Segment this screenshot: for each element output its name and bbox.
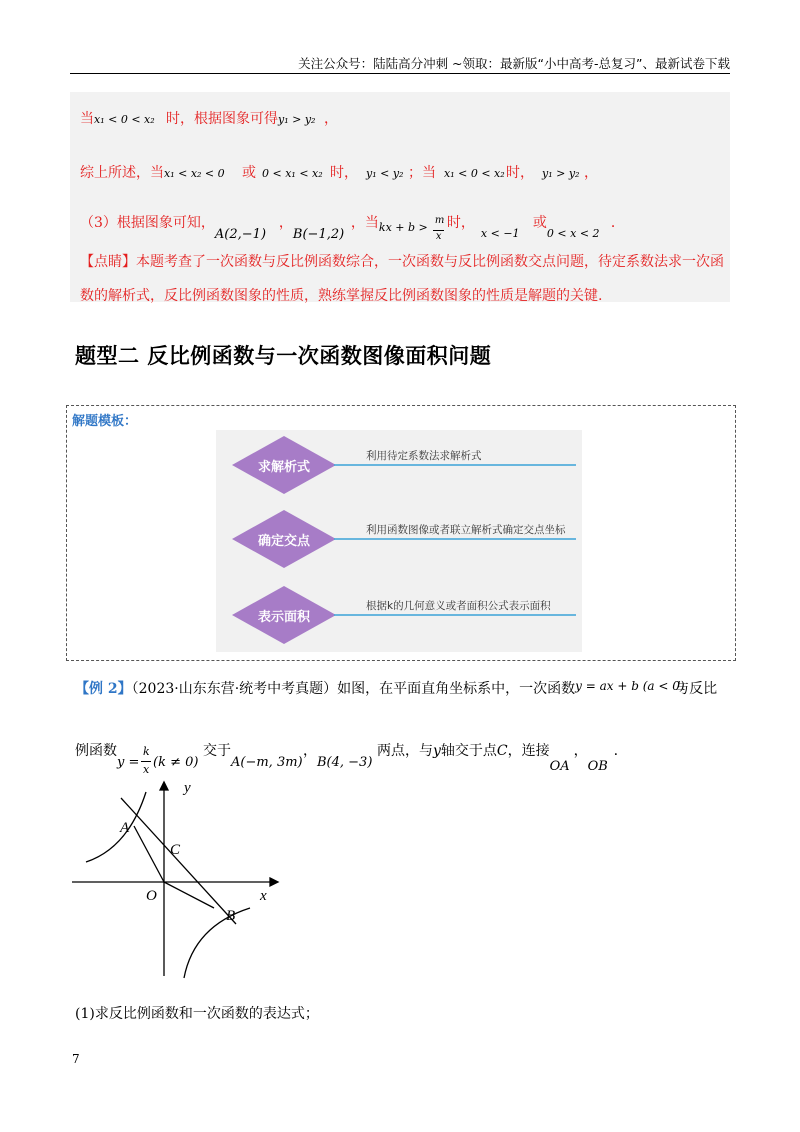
text: 或	[242, 165, 256, 181]
segment-OA	[134, 826, 164, 882]
fraction-numerator: m	[434, 215, 445, 226]
flow-step-title: 确定交点	[257, 534, 310, 549]
page-number: 7	[72, 1052, 80, 1066]
comment-tag: 【点睛】	[80, 254, 136, 270]
comment-line-1	[80, 251, 724, 271]
flow-step	[216, 508, 582, 570]
math-expr: (k ≠ 0)	[153, 755, 199, 770]
flow-step-desc: 根据k的几何意义或者面积公式表示面积	[366, 600, 551, 612]
fraction-numerator: k	[143, 745, 150, 758]
coordinate-figure	[66, 776, 286, 982]
math-expr: x₁ < 0 < x₂	[94, 113, 155, 126]
text: 例函数	[75, 743, 117, 759]
text: 时，	[446, 215, 475, 231]
math-expr: C	[496, 743, 508, 759]
math-expr: x₁ < 0 < x₂	[444, 167, 505, 180]
example-line-1	[75, 678, 717, 698]
page-header: 关注公众号：陆陆高分冲刺 ~领取：最新版“小中高考-总复习”、最新试卷下载	[298, 56, 730, 71]
header-rule	[70, 73, 730, 74]
analysis-line-3	[80, 212, 625, 242]
flow-card	[216, 430, 582, 652]
comment-text: 本题考查了一次函数与反比例函数综合，一次函数与反比例函数交点问题，待定系数法求一次函	[136, 254, 724, 270]
math-expr: y₁ > y₂	[278, 113, 316, 126]
text: 时，根据图象可得	[166, 111, 278, 127]
text: ；当	[408, 165, 436, 181]
fraction-denominator: x	[435, 231, 442, 242]
figure-label-C: C	[170, 842, 181, 858]
text: ，	[324, 111, 338, 127]
text: （3）根据图象可知，	[80, 215, 215, 231]
text: 综上所述，当	[80, 165, 164, 181]
math-expr: x < −1	[480, 227, 520, 240]
figure-label-B: B	[226, 908, 236, 924]
text: ，	[573, 743, 588, 759]
example-tag: 【例 2】	[75, 681, 132, 697]
text: 或	[532, 215, 547, 231]
question-1: (1)求反比例函数和一次函数的表达式；	[75, 1006, 319, 1022]
math-expr: kx + b >	[378, 221, 428, 234]
flow-step	[216, 434, 582, 496]
text: 当	[80, 111, 94, 127]
math-expr: B(−1,2)	[292, 227, 345, 242]
flow-step-desc: 利用函数图像或者联立解析式确定交点坐标	[366, 524, 566, 536]
flow-step-desc: 利用待定系数法求解析式	[366, 450, 482, 462]
comment-line-2	[80, 285, 602, 305]
text: ，	[584, 165, 598, 181]
text: ，	[303, 743, 317, 759]
hyperbola-branch-upper	[86, 792, 146, 862]
fraction-bar	[141, 761, 151, 762]
analysis-line-1	[80, 108, 338, 128]
text: 两点，与	[377, 743, 433, 759]
example-source: （2023·山东东营·统考中考真题）如图，在平面直角坐标系中，一次函数	[131, 681, 576, 697]
figure-label-x: x	[260, 888, 267, 904]
flow-step	[216, 584, 582, 646]
flow-step-title: 表示面积	[257, 610, 310, 625]
text: ．	[610, 215, 625, 231]
comment-text: 数的解析式，反比例函数图象的性质，熟练掌握反比例函数图象的性质是解题的关键.	[80, 288, 603, 304]
text: 与反比	[675, 681, 718, 697]
math-expr: y₁ > y₂	[542, 167, 580, 180]
text: 交于	[203, 743, 231, 759]
hyperbola-branch-lower	[184, 908, 250, 978]
math-expr: OA	[549, 759, 570, 774]
text: ，当	[350, 215, 379, 231]
fraction-denominator: x	[143, 763, 150, 776]
math-expr: B(4, −3)	[317, 755, 373, 770]
math-expr: 0 < x₁ < x₂	[262, 167, 323, 180]
y-axis-arrow	[160, 782, 168, 790]
math-expr: y	[433, 743, 441, 759]
figure-label-y: y	[184, 780, 191, 796]
math-expr: A(−m, 3m)	[231, 755, 303, 770]
example-line-2	[75, 740, 619, 776]
fraction-bar	[433, 230, 444, 231]
math-expr: 0 < x < 2	[546, 227, 600, 240]
flow-step-title: 求解析式	[257, 460, 310, 475]
figure-label-A: A	[120, 820, 130, 836]
x-axis-arrow	[270, 878, 278, 886]
section-title: 题型二 反比例函数与一次函数图像面积问题	[75, 344, 492, 368]
linear-function-line	[121, 798, 236, 924]
text: ，连接	[507, 743, 550, 759]
math-expr: y =	[117, 755, 140, 770]
text: .	[613, 743, 619, 759]
figure-label-O: O	[146, 888, 157, 904]
math-expr: y₁ < y₂	[366, 167, 404, 180]
math-expr: OB	[587, 759, 608, 774]
math-expr: A(2,−1)	[214, 227, 267, 242]
math-expr: x₁ < x₂ < 0	[164, 167, 225, 180]
text: 时，	[330, 165, 358, 181]
segment-OB	[164, 882, 214, 908]
math-expr: y = ax + b (a < 0)	[575, 679, 685, 693]
analysis-line-2	[80, 162, 598, 182]
text: 时，	[506, 165, 534, 181]
text: ，	[278, 215, 293, 231]
text: 轴交于点	[440, 743, 497, 759]
template-label: 解题模板：	[72, 414, 138, 429]
